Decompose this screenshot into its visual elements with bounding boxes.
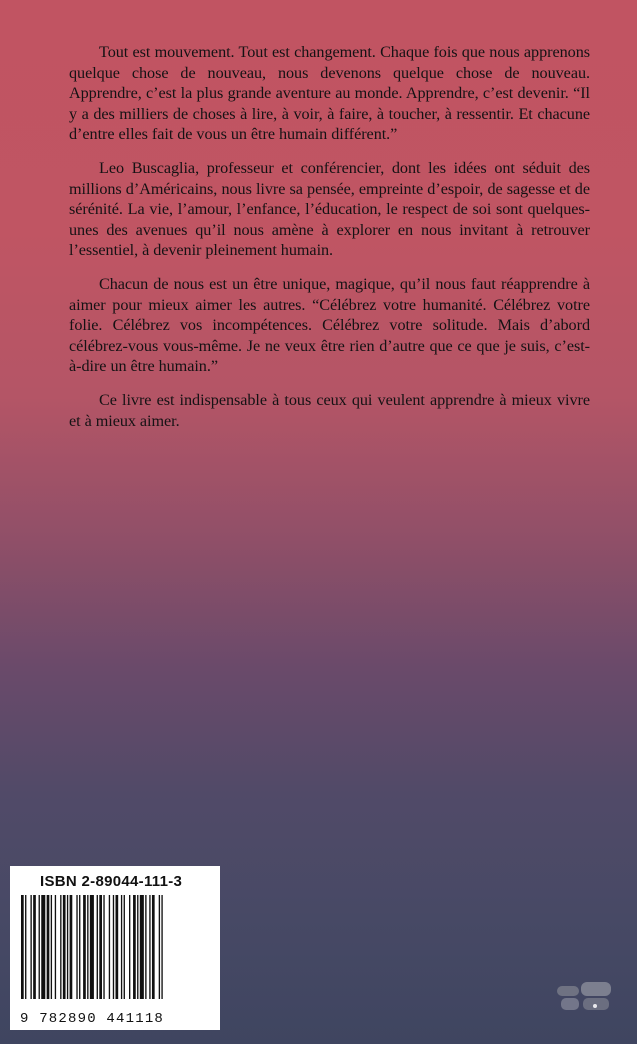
publisher-logo-icon xyxy=(555,980,615,1014)
ean-digits: 9 782890 441118 xyxy=(20,1011,165,1027)
paragraph-4: Ce livre est indispensable à tous ceux qui veulent apprendre à mieux vivre et à mieux aimer. xyxy=(69,390,590,430)
barcode-icon xyxy=(18,895,212,999)
paragraph-3: Chacun de nous est un être unique, magique, qu’il nous faut réapprendre à aimer pour mieux aimer les autres. “Célébrez votre humanité. Célébrez votre folie. Célébrez vos incompétences. Célébrez votre solitude. Mais d’abord célébrez-vous vous-même. Je ne veux être rien d’autre que ce que je suis, c’est-à-dire un être humain.” xyxy=(69,274,590,376)
paragraph-1: Tout est mouvement. Tout est changement. Chaque fois que nous apprenons quelque chose de nouveau, nous devenons quelque chose de nouveau. Apprendre, c’est la plus grande aventure au monde. Apprendre, c’est devenir. “Il y a des milliers de choses à lire, à voir, à faire, à toucher, à ressentir. Et chacune d’entre elles fait de vous un être humain différent.” xyxy=(69,43,590,144)
isbn-label: ISBN 2-89044-111-3 xyxy=(40,873,183,890)
blurb-text xyxy=(69,42,590,444)
barcode-panel xyxy=(10,866,220,1030)
paragraph-2: Leo Buscaglia, professeur et conférencier, dont les idées ont séduit des millions d’Américains, nous livre sa pensée, empreinte d’espoir, de sagesse et de sérénité. La vie, l’amour, l’enfance, l’éducation, le respect de soi sont quelques-unes des avenues qu’il nous amène à explorer en nous invitant à retrouver l’essentiel, à devenir pleinement humain. xyxy=(69,158,590,260)
